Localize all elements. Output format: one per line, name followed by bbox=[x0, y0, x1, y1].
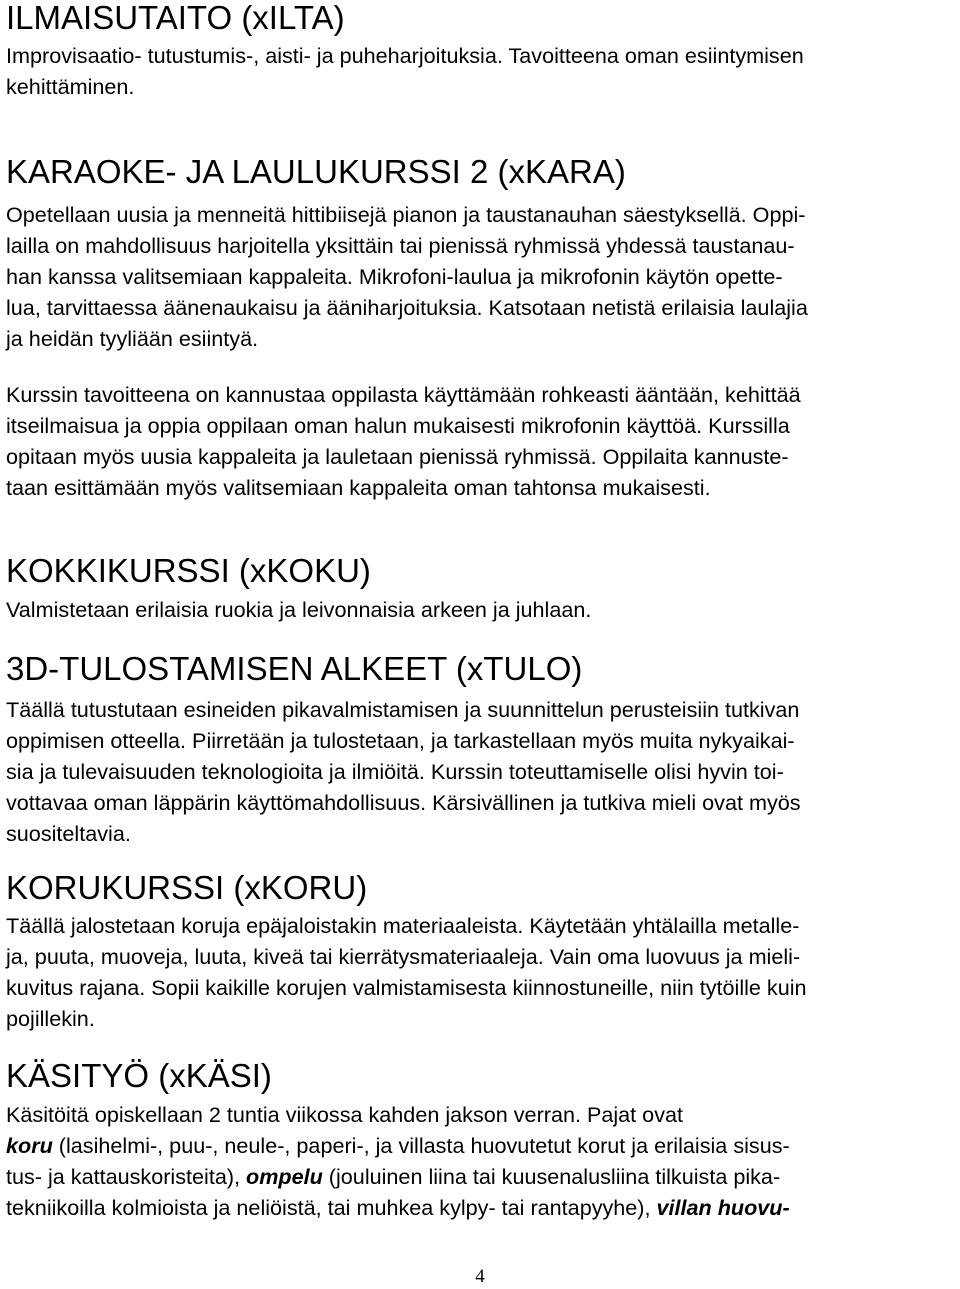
section-body-ilmaisutaito bbox=[6, 40, 804, 102]
body-line: kuvitus rajana. Sopii kaikille korujen valmistamisesta kiinnostuneille, niin tytöille kuin bbox=[6, 975, 807, 1000]
body-line: oppimisen otteella. Piirretään ja tulostetaan, ja tarkastellaan myös muita nykyaikai- bbox=[6, 728, 795, 753]
body-line: Valmistetaan erilaisia ruokia ja leivonnaisia arkeen ja juhlaan. bbox=[6, 597, 592, 622]
section-body-karaoke bbox=[6, 199, 808, 354]
body-line: Kurssin tavoitteena on kannustaa oppilasta käyttämään rohkeasti ääntään, kehittää bbox=[6, 382, 801, 407]
body-line: sia ja tulevaisuuden teknologioita ja ilmiöitä. Kurssin toteuttamiselle olisi hyvin toi- bbox=[6, 759, 784, 784]
section-body-kokkikurssi bbox=[6, 594, 591, 625]
body-line: itseilmaisua ja oppia oppilaan oman halun mukaisesti mikrofonin käyttöä. Kurssilla bbox=[6, 413, 790, 438]
body-line: ja, puuta, muoveja, luuta, kiveä tai kierrätysmateriaaleja. Vain oma luovuus ja mieli- bbox=[6, 944, 801, 969]
section-heading-kokkikurssi: KOKKIKURSSI (xKOKU) bbox=[6, 552, 371, 589]
section-body-karaoke-paragraph-2 bbox=[6, 379, 801, 503]
body-line: Opetellaan uusia ja menneitä hittibiisejä pianon ja taustanauhan säestyksellä. Oppi- bbox=[6, 202, 806, 227]
body-line bbox=[6, 1130, 790, 1161]
body-line bbox=[6, 1161, 790, 1192]
emphasis-villan-huovu: villan huovu- bbox=[656, 1195, 790, 1220]
section-body-korukurssi bbox=[6, 910, 807, 1034]
section-heading-ilmaisutaito: ILMAISUTAITO (xILTA) bbox=[6, 0, 345, 36]
body-line: han kanssa valitsemiaan kappaleita. Mikrofoni-laulua ja mikrofonin käytön opette- bbox=[6, 264, 783, 289]
body-text: (lasihelmi-, puu-, neule-, paperi-, ja villasta huovutetut korut ja erilaisia sisus- bbox=[52, 1133, 790, 1158]
body-text: (jouluinen liina tai kuusenalusliina tilkuista pika- bbox=[322, 1164, 781, 1189]
body-line: taan esittämään myös valitsemiaan kappaleita oman tahtonsa mukaisesti. bbox=[6, 475, 711, 500]
body-line: suositeltavia. bbox=[6, 821, 131, 846]
body-line: opitaan myös uusia kappaleita ja lauletaan pienissä ryhmissä. Oppilaita kannuste- bbox=[6, 444, 789, 469]
section-body-3d-tulostaminen bbox=[6, 694, 801, 849]
body-text: tus- ja kattauskoristeita), bbox=[6, 1164, 247, 1189]
body-line: Täällä jalostetaan koruja epäjaloistakin materiaaleista. Käytetään yhtälailla metalle- bbox=[6, 913, 800, 938]
body-line: ja heidän tyyliään esiintyä. bbox=[6, 326, 259, 351]
body-line: Täällä tutustutaan esineiden pikavalmistamisen ja suunnittelun perusteisiin tutkivan bbox=[6, 697, 800, 722]
body-line: lua, tarvittaessa äänenaukaisu ja ääniharjoituksia. Katsotaan netistä erilaisia laulajia bbox=[6, 295, 808, 320]
body-line: vottavaa oman läppärin käyttömahdollisuus. Kärsivällinen ja tutkiva mieli ovat myös bbox=[6, 790, 801, 815]
section-body-kasityo bbox=[6, 1099, 790, 1223]
body-line: Käsitöitä opiskellaan 2 tuntia viikossa kahden jakson verran. Pajat ovat bbox=[6, 1102, 683, 1127]
section-heading-karaoke: KARAOKE- JA LAULUKURSSI 2 (xKARA) bbox=[6, 153, 626, 190]
page-number: 4 bbox=[475, 1266, 485, 1287]
body-text: tekniikoilla kolmioista ja neliöistä, tai muhkea kylpy- tai rantapyyhe), bbox=[6, 1195, 657, 1220]
section-heading-kasityo: KÄSITYÖ (xKÄSI) bbox=[6, 1057, 272, 1094]
emphasis-koru: koru bbox=[6, 1133, 53, 1158]
body-line: lailla on mahdollisuus harjoitella yksittäin tai pienissä ryhmissä yhdessä taustanau- bbox=[6, 233, 795, 258]
body-line: kehittäminen. bbox=[6, 74, 135, 99]
section-heading-3d-tulostaminen: 3D-TULOSTAMISEN ALKEET (xTULO) bbox=[6, 650, 583, 687]
body-line: pojillekin. bbox=[6, 1006, 95, 1031]
body-line: Improvisaatio- tutustumis-, aisti- ja puheharjoituksia. Tavoitteena oman esiintymisen bbox=[6, 43, 804, 68]
body-line bbox=[6, 1192, 790, 1223]
section-heading-korukurssi: KORUKURSSI (xKORU) bbox=[6, 869, 368, 906]
emphasis-ompelu: ompelu bbox=[246, 1164, 323, 1189]
